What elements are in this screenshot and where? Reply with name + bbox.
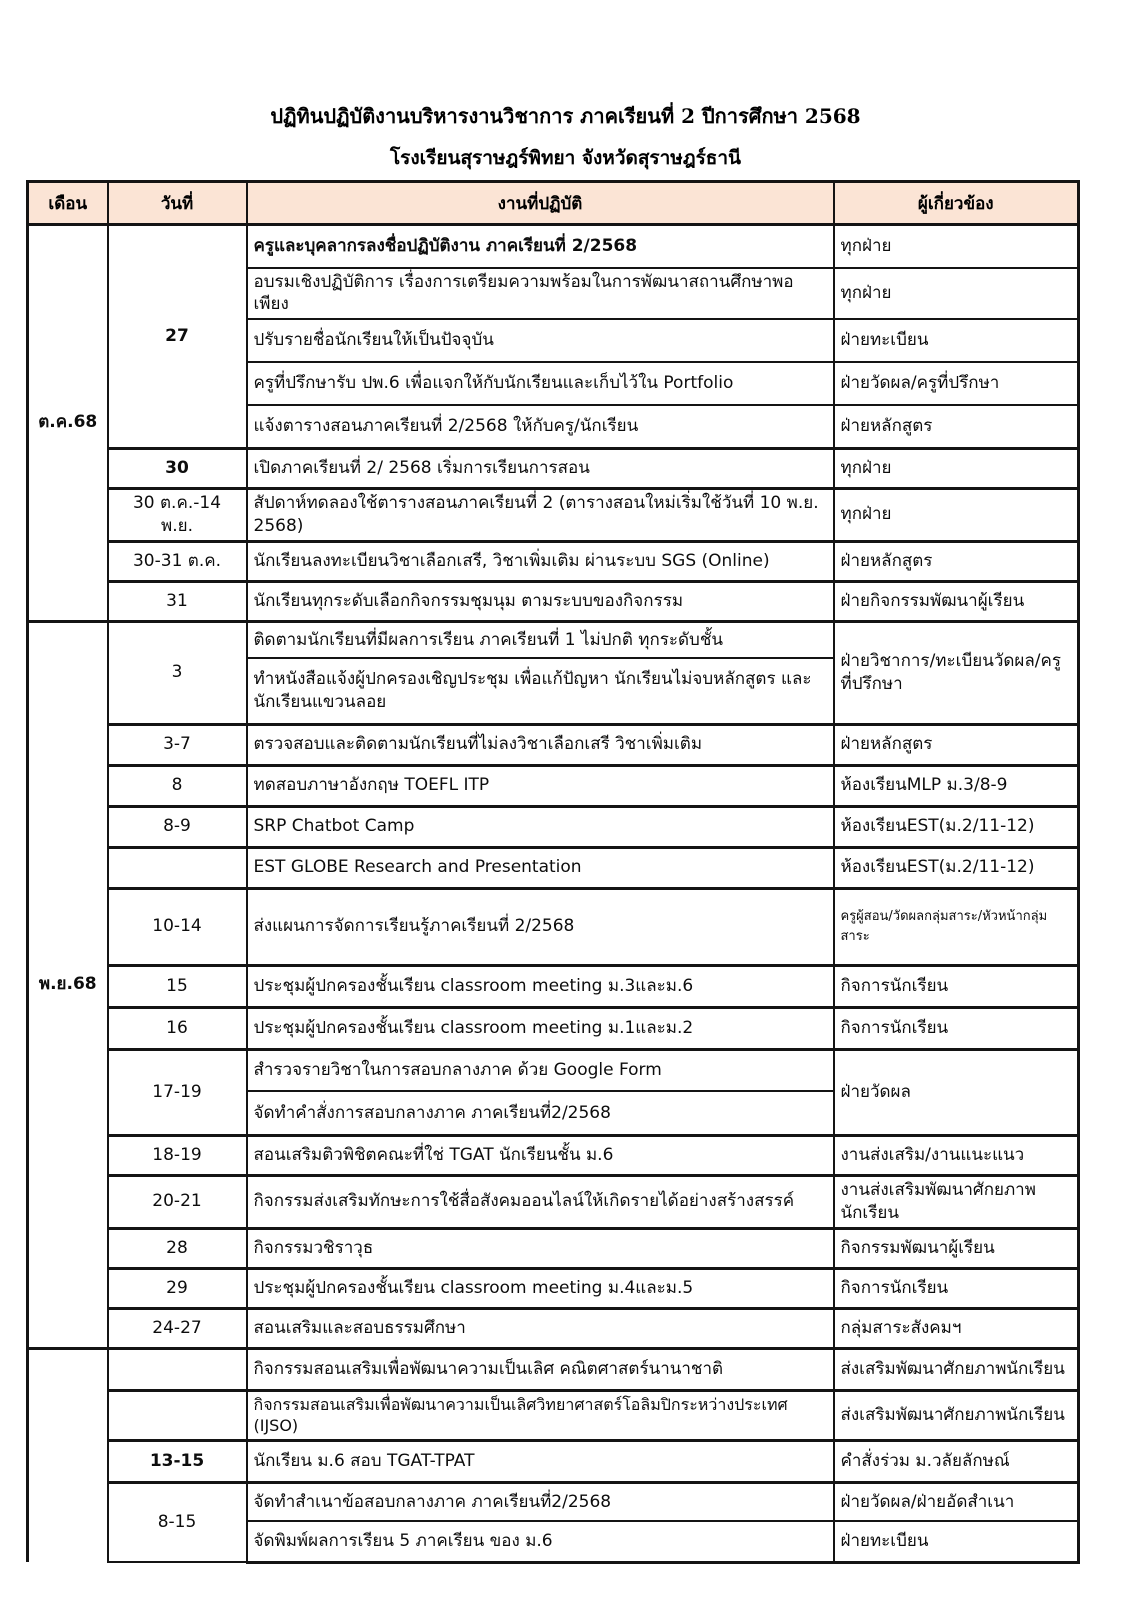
date-cell: 15 <box>108 965 247 1007</box>
table-row <box>28 488 1079 541</box>
date-cell: 27 <box>108 225 247 449</box>
date-cell: 28 <box>108 1228 247 1268</box>
header-row <box>28 182 1079 225</box>
date-cell: 16 <box>108 1007 247 1049</box>
date-cell: 8-9 <box>108 806 247 847</box>
table-row <box>28 1390 1079 1440</box>
task-cell: EST GLOBE Research and Presentation <box>247 847 834 888</box>
task-cell: นักเรียนลงทะเบียนวิชาเลือกเสรี, วิชาเพิ่มเติม ผ่านระบบ SGS (Online) <box>247 541 834 581</box>
task-cell: ทดสอบภาษาอังกฤษ TOEFL ITP <box>247 765 834 806</box>
table-row <box>28 1135 1079 1175</box>
who-cell: กิจกรรมพัฒนาผู้เรียน <box>834 1228 1079 1268</box>
month-cell-december <box>28 1348 108 1562</box>
task-cell: เปิดภาคเรียนที่ 2/ 2568 เริ่มการเรียนการสอน <box>247 448 834 488</box>
date-cell: 30 ต.ค.-14 พ.ย. <box>108 488 247 541</box>
table-row <box>28 1175 1079 1228</box>
table-row <box>28 1482 1079 1521</box>
who-cell: ส่งเสริมพัฒนาศักยภาพนักเรียน <box>834 1348 1079 1390</box>
who-cell: ฝ่ายทะเบียน <box>834 319 1079 362</box>
task-cell: ติดตามนักเรียนที่มีผลการเรียน ภาคเรียนที่ 1 ไม่ปกติ ทุกระดับชั้น <box>247 621 834 658</box>
who-cell: ห้องเรียนEST(ม.2/11-12) <box>834 847 1079 888</box>
date-cell <box>108 1348 247 1390</box>
task-cell: กิจกรรมส่งเสริมทักษะการใช้สื่อสังคมออนไลน์ให้เกิดรายได้อย่างสร้างสรรค์ <box>247 1175 834 1228</box>
table-row <box>28 847 1079 888</box>
month-cell-november: พ.ย.68 <box>28 621 108 1348</box>
date-cell: 17-19 <box>108 1049 247 1135</box>
who-cell: งานส่งเสริมพัฒนาศักยภาพนักเรียน <box>834 1175 1079 1228</box>
date-cell: 3-7 <box>108 724 247 765</box>
task-cell: นักเรียน ม.6 สอบ TGAT-TPAT <box>247 1440 834 1482</box>
school-name: โรงเรียนสุราษฎร์พิทยา จังหวัดสุราษฎร์ธานี <box>389 147 742 169</box>
task-cell: อบรมเชิงปฏิบัติการ เรื่องการเตรียมความพร้อมในการพัฒนาสถานศึกษาพอเพียง <box>247 268 834 320</box>
task-cell: ปรับรายชื่อนักเรียนให้เป็นปัจจุบัน <box>247 319 834 362</box>
task-cell: สอนเสริมและสอบธรรมศึกษา <box>247 1308 834 1348</box>
task-cell: ครูที่ปรึกษารับ ปพ.6 เพื่อแจกให้กับนักเรียนและเก็บไว้ใน Portfolio <box>247 362 834 405</box>
task-cell: กิจกรรมวชิราวุธ <box>247 1228 834 1268</box>
who-cell: ฝ่ายหลักสูตร <box>834 541 1079 581</box>
table-row <box>28 1348 1079 1390</box>
column-header-who: ผู้เกี่ยวข้อง <box>834 182 1079 225</box>
table-row <box>28 541 1079 581</box>
month-cell-october: ต.ค.68 <box>28 225 108 622</box>
who-cell: ห้องเรียนMLP ม.3/8-9 <box>834 765 1079 806</box>
who-cell: ฝ่ายหลักสูตร <box>834 405 1079 448</box>
who-cell: ฝ่ายทะเบียน <box>834 1521 1079 1562</box>
date-cell: 29 <box>108 1268 247 1308</box>
table-row <box>28 1049 1079 1091</box>
date-cell: 3 <box>108 621 247 724</box>
task-cell: สอนเสริมติวพิชิตคณะที่ใช่ TGAT นักเรียนชั้น ม.6 <box>247 1135 834 1175</box>
table-row <box>28 1440 1079 1482</box>
task-cell: ประชุมผู้ปกครองชั้นเรียน classroom meeting ม.1และม.2 <box>247 1007 834 1049</box>
column-header-month: เดือน <box>28 182 108 225</box>
task-cell: ตรวจสอบและติดตามนักเรียนที่ไม่ลงวิชาเลือกเสรี วิชาเพิ่มเติม <box>247 724 834 765</box>
table-row <box>28 225 1079 268</box>
date-cell: 13-15 <box>108 1440 247 1482</box>
date-cell <box>108 847 247 888</box>
table-row <box>28 1007 1079 1049</box>
who-cell: ทุกฝ่าย <box>834 225 1079 268</box>
who-cell: ฝ่ายวัดผล/ครูที่ปรึกษา <box>834 362 1079 405</box>
who-cell: งานส่งเสริม/งานแนะแนว <box>834 1135 1079 1175</box>
task-cell: นักเรียนทุกระดับเลือกกิจกรรมชุมนุม ตามระบบของกิจกรรม <box>247 581 834 621</box>
who-cell: ทุกฝ่าย <box>834 448 1079 488</box>
date-cell: 24-27 <box>108 1308 247 1348</box>
who-cell: ห้องเรียนEST(ม.2/11-12) <box>834 806 1079 847</box>
who-cell: ฝ่ายกิจกรรมพัฒนาผู้เรียน <box>834 581 1079 621</box>
document-title: ปฏิทินปฏิบัติงานบริหารงานวิชาการ ภาคเรียนที่ 2 ปีการศึกษา 2568 <box>270 104 861 128</box>
who-cell: ฝ่ายวัดผล <box>834 1049 1079 1135</box>
task-cell: จัดทำคำสั่งการสอบกลางภาค ภาคเรียนที่2/2568 <box>247 1091 834 1135</box>
date-cell <box>108 1390 247 1440</box>
who-cell: กิจการนักเรียน <box>834 1007 1079 1049</box>
task-cell: กิจกรรมสอนเสริมเพื่อพัฒนาความเป็นเลิศ คณิตศาสตร์นานาชาติ <box>247 1348 834 1390</box>
task-cell: จัดทำสำเนาข้อสอบกลางภาค ภาคเรียนที่2/2568 <box>247 1482 834 1521</box>
who-cell: ฝ่ายหลักสูตร <box>834 724 1079 765</box>
task-cell: ส่งแผนการจัดการเรียนรู้ภาคเรียนที่ 2/2568 <box>247 888 834 965</box>
table-row <box>28 581 1079 621</box>
who-cell: ส่งเสริมพัฒนาศักยภาพนักเรียน <box>834 1390 1079 1440</box>
table-row <box>28 1228 1079 1268</box>
table-row <box>28 448 1079 488</box>
table-row <box>28 1268 1079 1308</box>
table-row <box>28 1308 1079 1348</box>
date-cell: 10-14 <box>108 888 247 965</box>
date-cell: 30 <box>108 448 247 488</box>
column-header-task: งานที่ปฏิบัติ <box>247 182 834 225</box>
table-row <box>28 621 1079 658</box>
task-cell: ประชุมผู้ปกครองชั้นเรียน classroom meeting ม.3และม.6 <box>247 965 834 1007</box>
who-cell: กลุ่มสาระสังคมฯ <box>834 1308 1079 1348</box>
task-cell: ประชุมผู้ปกครองชั้นเรียน classroom meeting ม.4และม.5 <box>247 1268 834 1308</box>
table-row <box>28 765 1079 806</box>
date-cell: 31 <box>108 581 247 621</box>
calendar-table <box>26 180 1080 1564</box>
who-cell: คำสั่งร่วม ม.วลัยลักษณ์ <box>834 1440 1079 1482</box>
who-cell: ฝ่ายวิชาการ/ทะเบียนวัดผล/ครูที่ปรึกษา <box>834 621 1079 724</box>
table-row <box>28 724 1079 765</box>
date-cell: 20-21 <box>108 1175 247 1228</box>
who-cell: ทุกฝ่าย <box>834 268 1079 320</box>
who-cell: ฝ่ายวัดผล/ฝ่ายอัดสำเนา <box>834 1482 1079 1521</box>
task-cell: สัปดาห์ทดลองใช้ตารางสอนภาคเรียนที่ 2 (ตารางสอนใหม่เริ่มใช้วันที่ 10 พ.ย. 2568) <box>247 488 834 541</box>
date-cell: 18-19 <box>108 1135 247 1175</box>
task-cell: กิจกรรมสอนเสริมเพื่อพัฒนาความเป็นเลิศวิทยาศาสตร์โอลิมปิกระหว่างประเทศ (IJSO) <box>247 1390 834 1440</box>
task-cell: ทำหนังสือแจ้งผู้ปกครองเชิญประชุม เพื่อแก้ปัญหา นักเรียนไม่จบหลักสูตร และนักเรียนแขวนลอย <box>247 658 834 724</box>
table-row <box>28 965 1079 1007</box>
table-row <box>28 806 1079 847</box>
task-cell: สำรวจรายวิชาในการสอบกลางภาค ด้วย Google Form <box>247 1049 834 1091</box>
task-cell: แจ้งตารางสอนภาคเรียนที่ 2/2568 ให้กับครู/นักเรียน <box>247 405 834 448</box>
task-cell: SRP Chatbot Camp <box>247 806 834 847</box>
table-row <box>28 888 1079 965</box>
column-header-date: วันที่ <box>108 182 247 225</box>
who-cell: กิจการนักเรียน <box>834 965 1079 1007</box>
who-cell: ทุกฝ่าย <box>834 488 1079 541</box>
task-cell: ครูและบุคลากรลงชื่อปฏิบัติงาน ภาคเรียนที่ 2/2568 <box>247 225 834 268</box>
who-cell: ครูผู้สอน/วัดผลกลุ่มสาระ/หัวหน้ากลุ่มสาระ <box>834 888 1079 965</box>
date-cell: 8-15 <box>108 1482 247 1562</box>
who-cell: กิจการนักเรียน <box>834 1268 1079 1308</box>
date-cell: 30-31 ต.ค. <box>108 541 247 581</box>
task-cell: จัดพิมพ์ผลการเรียน 5 ภาคเรียน ของ ม.6 <box>247 1521 834 1562</box>
date-cell: 8 <box>108 765 247 806</box>
